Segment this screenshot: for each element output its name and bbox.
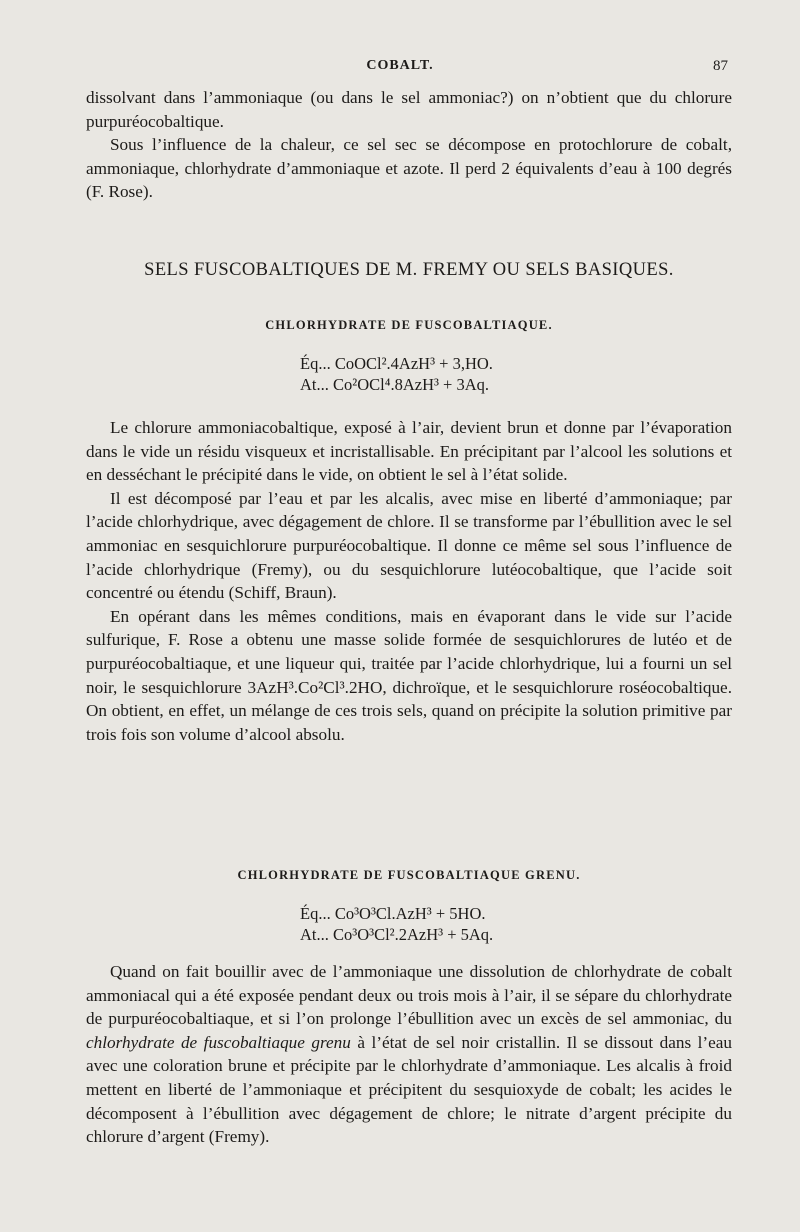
- grenu-equivalent-row: [300, 903, 560, 924]
- grenu-eq-label: Éq...: [300, 904, 331, 923]
- intro-paragraph-1: dissolvant dans l’ammoniaque (ou dans le sel ammoniac?) on n’obtient que du chlorure purpuréocobaltique.: [86, 88, 732, 131]
- grenu-italic-term: chlorhydrate de fuscobaltiaque grenu: [86, 1032, 351, 1052]
- grenu-at-formula: Co³O³Cl².2AzH³ + 5Aq.: [333, 925, 494, 944]
- page-number: 87: [713, 58, 728, 74]
- grenu-atomic-row: [300, 924, 560, 945]
- grenu-text: [86, 960, 732, 1149]
- grenu-at-label: At...: [300, 925, 329, 944]
- section-title: SELS FUSCOBALTIQUES DE M. FREMY OU SELS BASIQUES.: [144, 260, 674, 280]
- grenu-formulas: [300, 903, 560, 945]
- intro-text: [86, 86, 732, 204]
- equivalent-formula-row: [300, 353, 560, 374]
- grenu-heading: CHLORHYDRATE DE FUSCOBALTIAQUE GRENU.: [237, 868, 581, 882]
- chlorhydrate-paragraph-2: Il est décomposé par l’eau et par les alcalis, avec mise en liberté d’ammoniaque; par l’acide chlorhydrique, avec dégagement de chlore. Il se transforme par l’ébullition avec le sel ammoniac en sesquichlorure purpuréocobaltique. Il donne ce même sel sous l’influence de l’acide chlorhydrique (Fremy), ou du sesquichlorure lutéocobaltique, que l’acide soit concentré ou étendu (Schiff, Braun).: [86, 488, 732, 603]
- at-label: At...: [300, 375, 329, 394]
- chlorhydrate-paragraph-3: En opérant dans les mêmes conditions, mais en évaporant dans le vide sur l’acide sulfurique, F. Rose a obtenu une masse solide formée de sesquichlorures de lutéo et de purpuréocobaltiaque, et une liqueur qui, traitée par l’acide chlorhydrique, lui a fourni un sel noir, le sesquichlorure 3AzH³.Co²Cl³.2HO, dichroïque, et le sesquichlorure roséocobaltique. On obtient, en effet, un mélange de ces trois sels, quand on précipite la solution primitive par trois fois son volume d’alcool absolu.: [86, 606, 732, 744]
- chlorhydrate-paragraph-1: Le chlorure ammoniacobaltique, exposé à l’air, devient brun et donne par l’évaporation dans le vide un résidu visqueux et incristallisable. En précipitant par l’alcool les solutions et en desséchant le précipité dans le vide, on obtient le sel à l’état solide.: [86, 418, 732, 485]
- chlorhydrate-text: [86, 416, 732, 746]
- grenu-eq-formula: Co³O³Cl.AzH³ + 5HO.: [334, 904, 486, 923]
- eq-label: Éq...: [300, 354, 331, 373]
- chlorhydrate-heading: CHLORHYDRATE DE FUSCOBALTIAQUE.: [265, 318, 553, 332]
- atomic-formula-row: [300, 374, 560, 395]
- grenu-text-end: à l’état de sel noir cristallin. Il se dissout dans l’eau avec une coloration brune et précipite par le chlorhydrate d’ammoniaque. Les alcalis à froid mettent en liberté de l’ammoniaque et précipitent du sesquioxyde de cobalt; les acides le décomposent à l’ébullition avec dégagement de chlore; le nitrate d’argent précipite du chlorure d’argent (Fremy).: [86, 1032, 732, 1147]
- grenu-text-start: Quand on fait bouillir avec de l’ammoniaque une dissolution de chlorhydrate de cobalt ammoniacal qui a été exposée pendant deux ou trois mois à l’air, il se sépare du chlorhydrate de purpuréocobaltiaque, et si l’on prolonge l’ébullition avec un excès de sel ammoniac, du: [86, 962, 732, 1029]
- eq-formula: CoOCl².4AzH³ + 3,HO.: [334, 354, 493, 373]
- running-head: [0, 58, 800, 78]
- grenu-paragraph-1: [86, 960, 732, 1149]
- chlorhydrate-formulas: [300, 353, 560, 395]
- at-formula: Co²OCl⁴.8AzH³ + 3Aq.: [333, 375, 490, 394]
- intro-paragraph-2: Sous l’influence de la chaleur, ce sel sec se décompose en protochlorure de cobalt, ammoniaque, chlorhydrate d’ammoniaque et azote. Il perd 2 équivalents d’eau à 100 degrés (F. Rose).: [86, 135, 732, 202]
- running-title: COBALT.: [366, 58, 434, 73]
